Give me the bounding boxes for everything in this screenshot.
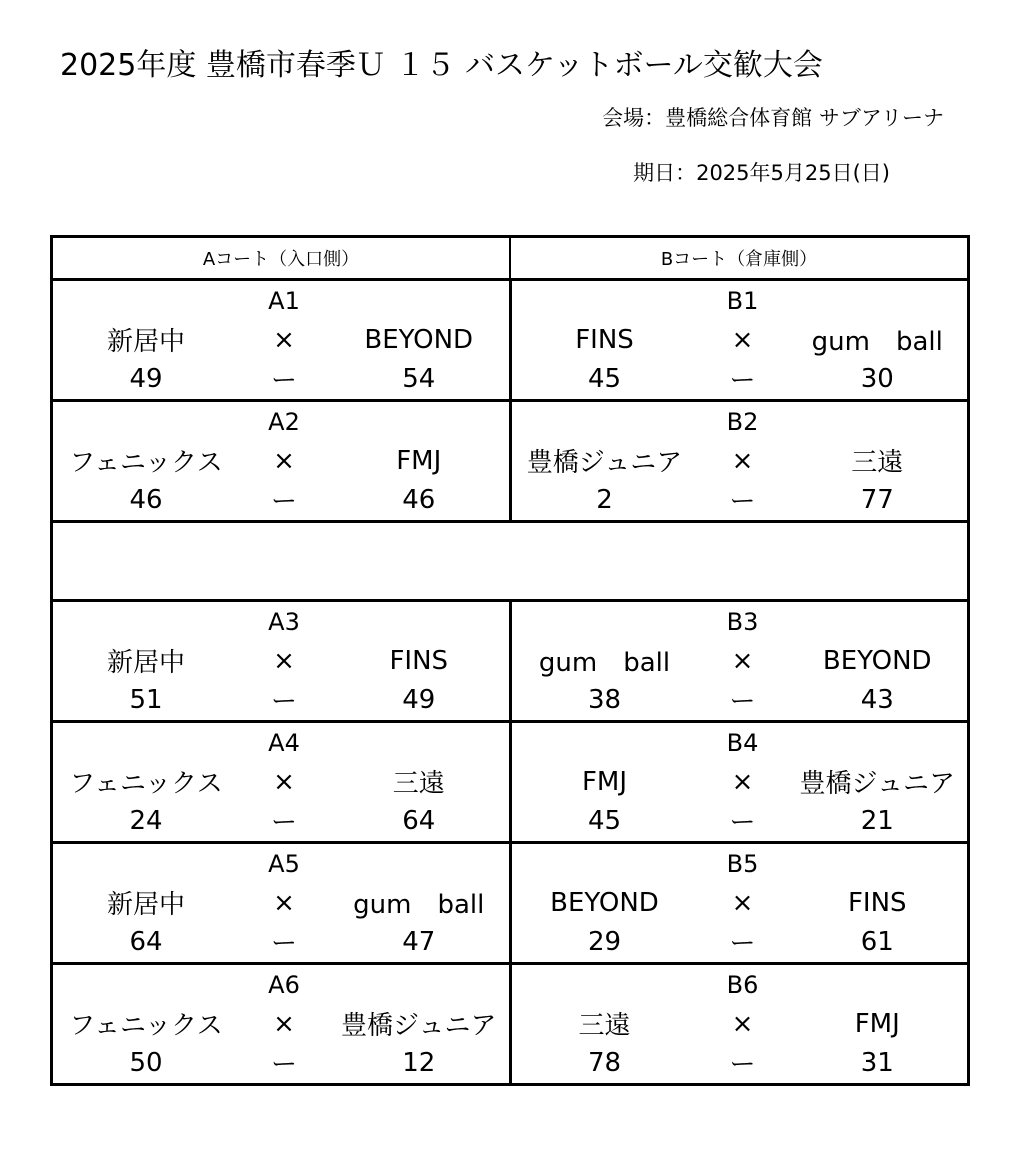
away-team: BEYOND (364, 324, 474, 355)
game-a5 (53, 844, 512, 962)
game-code-row (512, 602, 968, 641)
team-row (53, 762, 509, 801)
score-dash: ー (270, 366, 297, 396)
game-code: B4 (726, 728, 759, 757)
game-code: B6 (726, 970, 759, 999)
score-row (512, 1043, 968, 1082)
game-b6 (512, 965, 968, 1083)
match-block (53, 281, 967, 399)
home-score: 24 (129, 805, 163, 836)
home-score: 38 (587, 684, 622, 715)
away-score: 47 (402, 926, 436, 957)
team-row (512, 1004, 968, 1043)
away-team: gum ball (353, 890, 485, 920)
game-code: B1 (726, 286, 759, 315)
court-b-header: Bコート（倉庫側） (660, 249, 818, 270)
vs-mark: × (731, 1008, 754, 1039)
court-header-row (53, 238, 967, 281)
score-row (53, 359, 509, 398)
away-score: 21 (860, 805, 894, 836)
score-dash: ー (270, 808, 297, 838)
score-row (53, 1043, 509, 1082)
vs-mark: × (731, 445, 754, 476)
game-code: A6 (268, 970, 300, 999)
break-row (53, 520, 967, 599)
vs-mark: × (273, 324, 295, 355)
home-score: 78 (587, 1047, 622, 1078)
score-row (512, 680, 968, 719)
game-code-row (512, 844, 968, 883)
court-a-header: Aコート（入口側） (53, 238, 511, 278)
venue-text: 会場：豊橋総合体育館 サブアリーナ (602, 106, 944, 130)
page-title: 2025年度 豊橋市春季Ｕ １５ バスケットボール交歓大会 (60, 48, 823, 83)
score-dash: ー (729, 808, 756, 838)
game-b5 (512, 844, 968, 962)
score-dash: ー (270, 687, 297, 717)
away-team: 三遠 (392, 769, 445, 799)
away-team: FINS (389, 645, 449, 676)
date-text: 期日：2025年5月25日(日) (633, 161, 890, 185)
home-team: BEYOND (550, 887, 659, 918)
game-code: A1 (268, 286, 300, 315)
home-team: 豊橋ジュニア (526, 448, 683, 478)
game-code: A3 (268, 607, 300, 636)
team-row (512, 441, 968, 480)
game-b3 (512, 602, 968, 720)
game-code-row (512, 723, 968, 762)
score-row (53, 922, 509, 961)
score-row (512, 801, 968, 840)
team-row (512, 320, 968, 359)
game-code-row (53, 723, 509, 762)
vs-mark: × (731, 324, 754, 355)
away-team: FMJ (854, 1008, 900, 1039)
game-a2 (53, 402, 512, 520)
score-dash: ー (729, 687, 756, 717)
game-b4 (512, 723, 968, 841)
game-code-row (53, 281, 509, 320)
game-code-row (53, 965, 509, 1004)
game-a1 (53, 281, 512, 399)
home-score: 45 (587, 805, 622, 836)
away-score: 61 (860, 926, 894, 957)
vs-mark: × (731, 645, 754, 676)
away-score: 46 (402, 484, 436, 515)
score-row (512, 359, 968, 398)
away-score: 64 (402, 805, 436, 836)
away-score: 12 (402, 1047, 436, 1078)
away-score: 54 (402, 363, 436, 394)
game-b2 (512, 402, 968, 520)
vs-mark: × (273, 766, 295, 797)
score-row (512, 480, 968, 519)
match-block (53, 399, 967, 520)
home-score: 45 (587, 363, 622, 394)
game-code-row (512, 402, 968, 441)
score-dash: ー (729, 366, 756, 396)
away-score: 77 (860, 484, 894, 515)
vs-mark: × (731, 887, 754, 918)
away-team: 豊橋ジュニア (799, 769, 955, 799)
home-team: 新居中 (106, 890, 185, 920)
match-block (53, 720, 967, 841)
score-row (53, 801, 509, 840)
vs-mark: × (273, 1008, 295, 1039)
score-dash: ー (270, 487, 297, 517)
match-block (53, 599, 967, 720)
team-row (53, 441, 509, 480)
game-a3 (53, 602, 512, 720)
team-row (53, 641, 509, 680)
match-block (53, 962, 967, 1083)
game-code: B3 (726, 607, 759, 636)
score-dash: ー (729, 487, 756, 517)
home-score: 29 (587, 926, 622, 957)
home-team: 新居中 (106, 648, 185, 678)
vs-mark: × (273, 445, 295, 476)
score-dash: ー (729, 929, 756, 959)
team-row (53, 1004, 509, 1043)
home-team: FINS (575, 324, 634, 355)
home-score: 49 (129, 363, 163, 394)
game-code-row (53, 602, 509, 641)
away-team: 三遠 (851, 448, 904, 478)
home-team: フェニックス (69, 769, 223, 799)
home-score: 2 (596, 484, 613, 515)
away-team: BEYOND (822, 645, 932, 676)
home-score: 51 (129, 684, 163, 715)
home-team: 新居中 (106, 327, 185, 357)
game-code: B5 (726, 849, 759, 878)
vs-mark: × (273, 645, 295, 676)
score-row (53, 680, 509, 719)
game-b1 (512, 281, 968, 399)
vs-mark: × (273, 887, 295, 918)
home-score: 46 (129, 484, 163, 515)
team-row (53, 883, 509, 922)
score-row (512, 922, 968, 961)
score-row (53, 480, 509, 519)
game-code-row (512, 965, 968, 1004)
away-team: FMJ (396, 445, 442, 476)
team-row (512, 883, 968, 922)
match-block (53, 841, 967, 962)
home-score: 64 (129, 926, 163, 957)
home-team: フェニックス (69, 1011, 223, 1041)
game-code-row (512, 281, 968, 320)
game-a4 (53, 723, 512, 841)
game-code: A5 (268, 849, 300, 878)
team-row (512, 762, 968, 801)
game-a6 (53, 965, 512, 1083)
home-team: FMJ (581, 766, 628, 797)
away-score: 43 (860, 684, 894, 715)
score-dash: ー (270, 1050, 297, 1080)
team-row (53, 320, 509, 359)
game-code: A2 (268, 407, 300, 436)
away-score: 49 (402, 684, 436, 715)
vs-mark: × (731, 766, 754, 797)
game-code: A4 (268, 728, 300, 757)
home-team: 三遠 (578, 1011, 631, 1041)
away-score: 30 (860, 363, 894, 394)
home-team: フェニックス (69, 448, 223, 478)
away-score: 31 (860, 1047, 894, 1078)
game-code-row (53, 844, 509, 883)
away-team: gum ball (811, 327, 943, 357)
score-dash: ー (270, 929, 297, 959)
score-dash: ー (729, 1050, 756, 1080)
schedule-table (50, 235, 970, 1086)
home-team: gum ball (538, 648, 671, 678)
game-code-row (53, 402, 509, 441)
away-team: FINS (847, 887, 907, 918)
home-score: 50 (129, 1047, 163, 1078)
team-row (512, 641, 968, 680)
away-team: 豊橋ジュニア (341, 1011, 497, 1041)
game-code: B2 (726, 407, 759, 436)
